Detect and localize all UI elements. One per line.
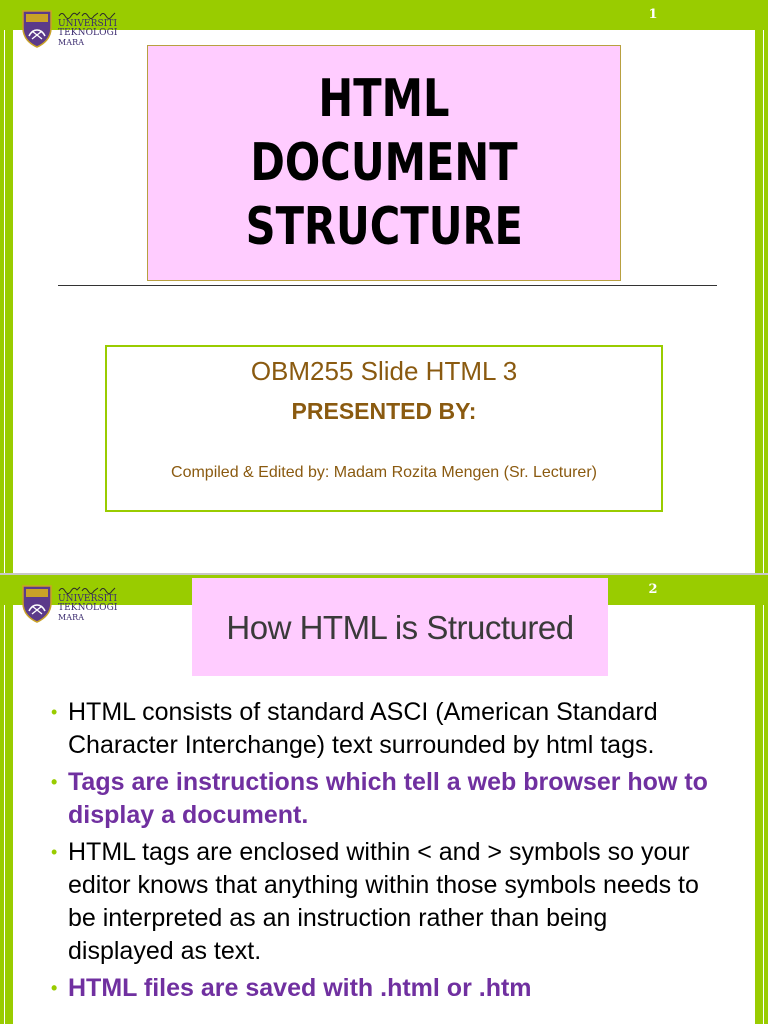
- university-logo: [20, 8, 130, 54]
- presented-by: PRESENTED BY:: [291, 398, 477, 424]
- logo-line-universiti: UNIVERSITI: [58, 594, 118, 604]
- uitm-emblem-icon: [20, 583, 54, 623]
- bullet-item: [50, 836, 710, 968]
- horizontal-divider: [58, 285, 717, 286]
- bullet-text: HTML files are saved with .html or .htm: [68, 974, 532, 1002]
- course-code: OBM255 Slide HTML 3: [250, 356, 518, 386]
- left-accent-bar: [0, 575, 13, 1024]
- slide-heading: How HTML is Structured: [226, 609, 574, 646]
- slide-2: [0, 575, 768, 1024]
- title-line: STRUCTURE: [245, 197, 523, 257]
- right-accent-bar: [755, 575, 768, 1024]
- university-logo: [20, 583, 130, 629]
- bullet-item: [50, 766, 710, 832]
- bullet-dot-icon: •: [51, 842, 58, 862]
- page-number: 2: [648, 582, 658, 597]
- logo-line-universiti: UNIVERSITI: [58, 19, 118, 29]
- title-line: HTML: [318, 69, 450, 129]
- page-number: 1: [648, 7, 658, 22]
- logo-line-mara: MARA: [58, 38, 85, 47]
- heading-box: [192, 578, 608, 676]
- logo-line-mara: MARA: [58, 613, 85, 622]
- right-accent-bar: [755, 0, 768, 573]
- title-line: DOCUMENT: [250, 133, 518, 193]
- bullet-text: HTML consists of standard ASCI (American Standard Character Interchange) text surrounded by html tags.: [68, 698, 658, 759]
- bullet-list: [50, 696, 710, 1009]
- title-box: [147, 45, 621, 281]
- bullet-dot-icon: •: [51, 702, 58, 722]
- bullet-item: [50, 696, 710, 762]
- left-accent-bar: [0, 0, 13, 573]
- compiled-by: Compiled & Edited by: Madam Rozita Mengen (Sr. Lecturer): [171, 464, 597, 481]
- logo-line-teknologi: TEKNOLOGI: [58, 603, 118, 613]
- subtitle-box: [105, 345, 663, 512]
- bullet-dot-icon: •: [51, 978, 58, 998]
- uitm-emblem-icon: [20, 8, 54, 48]
- jawi-script-text: [58, 10, 116, 19]
- bullet-item: [50, 972, 710, 1005]
- bullet-dot-icon: •: [51, 772, 58, 792]
- jawi-script-text: [58, 585, 116, 594]
- bullet-text: Tags are instructions which tell a web browser how to display a document.: [68, 768, 708, 829]
- logo-line-teknologi: TEKNOLOGI: [58, 28, 118, 38]
- bullet-text: HTML tags are enclosed within < and > symbols so your editor knows that anything within those symbols needs to be interpreted as an instruction rather than being displayed as text.: [68, 838, 699, 965]
